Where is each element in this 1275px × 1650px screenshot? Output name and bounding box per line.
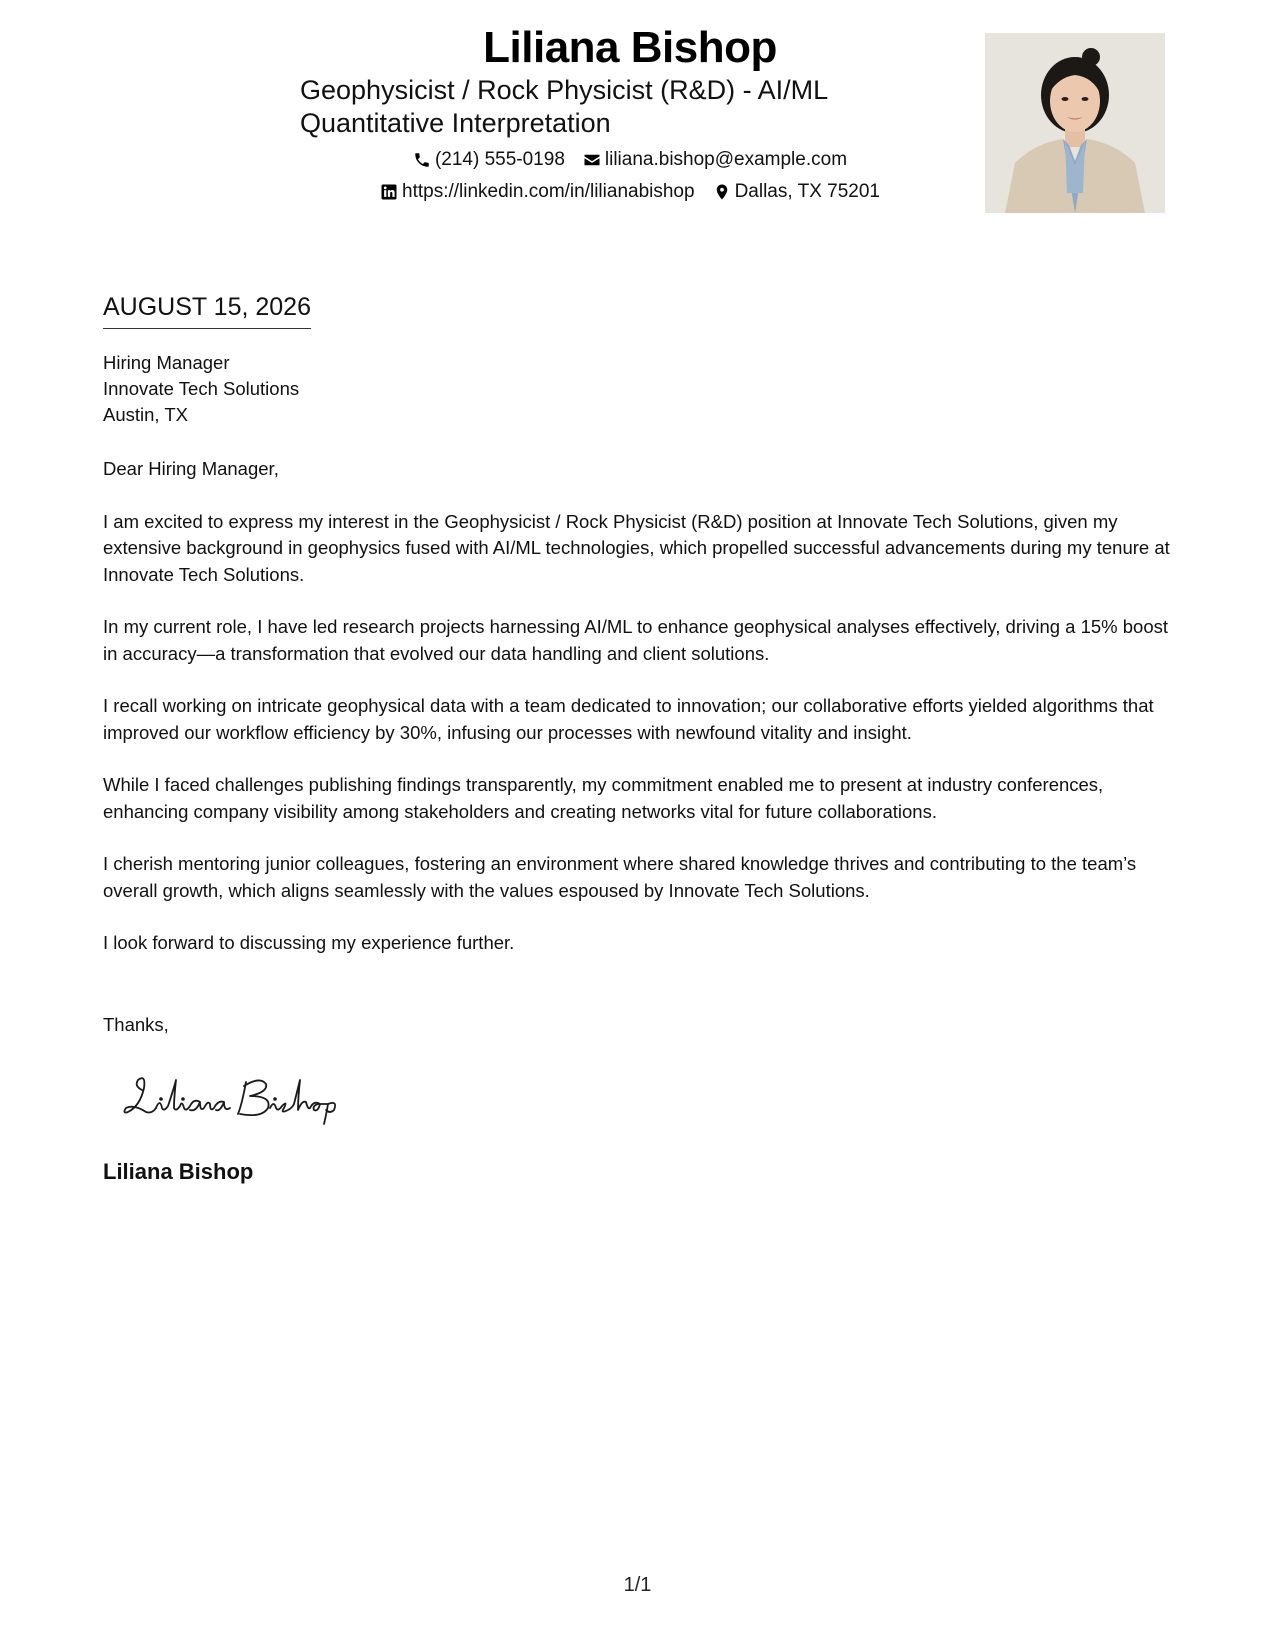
body-paragraph: I recall working on intricate geophysical data with a team dedicated to innovation; our collaborative efforts yielded algorithms that improved our workflow efficiency by 30%, infusing our processes with newfound vitality and insight. [103,695,1154,743]
linkedin-text: https://linkedin.com/in/lilianabishop [402,181,695,202]
map-marker-icon [713,183,731,201]
contact-location [713,179,880,205]
body-paragraph: While I faced challenges publishing findings transparently, my commitment enabled me to present at industry conferences, enhancing company visibility among stakeholders and creating networks vital for future collaborations. [103,774,1104,822]
letter-body [103,456,1175,983]
body-paragraph: I cherish mentoring junior colleagues, fostering an environment where shared knowledge thrives and contributing to the team’s overall growth, which aligns seamlessly with the values espoused by Innovate Tech Solutions. [103,853,1137,901]
contact-linkedin[interactable] [380,179,695,205]
salutation: Dear Hiring Manager, [103,458,279,479]
recipient-line-location: Austin, TX [103,404,189,425]
contact-phone[interactable] [413,147,565,173]
contact-row-secondary [300,179,960,205]
letter-closing: Thanks, [103,1014,169,1035]
envelope-icon [583,151,601,169]
letter-header [0,0,1275,240]
body-paragraph: I am excited to express my interest in the Geophysicist / Rock Physicist (R&D) position at Innovate Tech Solutions, given my extensive background in geophysics fused with AI/ML technologies, which propelled successful advancements during my tenure at Innovate Tech Solutions. [103,510,1170,585]
page-number: 1/1 [623,1574,652,1596]
letter-date: AUGUST 15, 2026 [103,290,311,329]
linkedin-icon [380,183,398,201]
recipient-line-company: Innovate Tech Solutions [103,378,300,399]
recipient-line-title: Hiring Manager [103,352,230,373]
contact-row-primary [300,147,960,173]
phone-text: (214) 555-0198 [434,149,565,170]
signed-name: Liliana Bishop [103,1159,254,1184]
contact-email[interactable] [583,147,847,173]
body-paragraph: I look forward to discussing my experience further. [103,932,515,953]
applicant-name: Liliana Bishop [483,23,777,72]
body-paragraph: In my current role, I have led research projects harnessing AI/ML to enhance geophysical analyses effectively, driving a 15% boost in accuracy—a transformation that evolved our data handling and client solutions. [103,616,1169,664]
email-text: liliana.bishop@example.com [604,149,848,170]
applicant-job-title: Geophysicist / Rock Physicist (R&D) - AI/ML Quantitative Interpretation [300,75,828,138]
handwritten-signature [120,1068,360,1128]
profile-photo [985,33,1165,213]
phone-icon [413,151,431,169]
location-text: Dallas, TX 75201 [734,181,880,202]
recipient-block [103,350,299,428]
